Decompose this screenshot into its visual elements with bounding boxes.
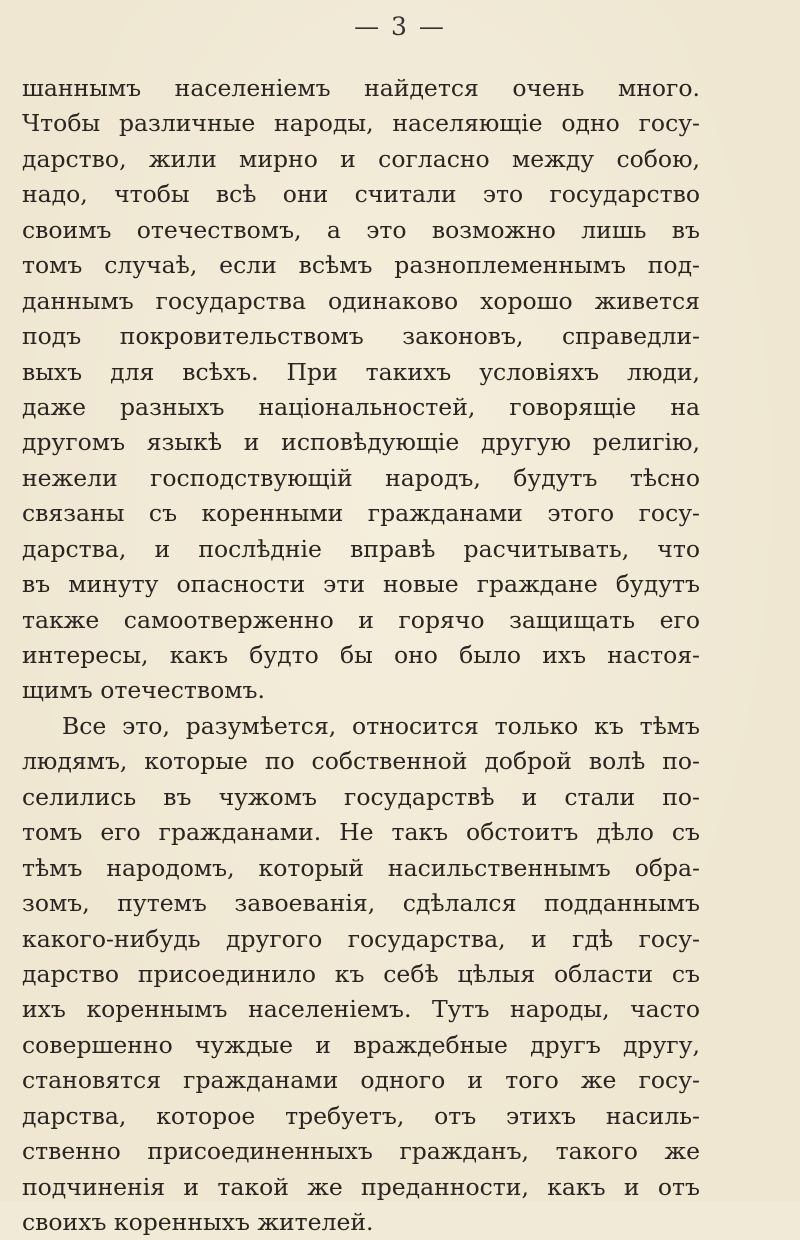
text-line: подъ покровительствомъ законовъ, справедли- [22,322,700,351]
text-line: томъ случаѣ, если всѣмъ разноплеменнымъ под- [22,251,700,280]
text-line: Все это, разумѣется, относится только къ тѣмъ [62,711,700,740]
text-line: нежели господствующій народъ, будутъ тѣсно [22,463,700,492]
text-line: тѣмъ народомъ, который насильственнымъ обра- [22,853,700,882]
text-line: совершенно чуждые и враждебные другъ другу, [22,1030,700,1059]
text-line: становятся гражданами одного и того же госу- [22,1066,700,1095]
text-line: щимъ отечествомъ. [22,676,265,705]
text-line: шаннымъ населеніемъ найдется очень много. [22,74,700,102]
text-line: интересы, какъ будто бы оно было ихъ настоя- [22,641,700,669]
text-line: дарства, и послѣдніе вправѣ расчитывать, что [22,534,700,563]
text-line: дарство, жили мирно и согласно между собою, [22,144,700,173]
text-line: своихъ коренныхъ жителей. [22,1208,374,1236]
text-line: зомъ, путемъ завоеванія, сдѣлался подданнымъ [22,889,700,918]
text-line: селились въ чужомъ государствѣ и стали по- [22,782,700,811]
text-line: людямъ, которые по собственной доброй волѣ по- [22,747,700,776]
paragraph-1 [22,71,700,709]
text-line: ихъ кореннымъ населеніемъ. Тутъ народы, часто [22,995,700,1024]
text-line: даже разныхъ національностей, говорящіе на [22,392,700,421]
text-line: даннымъ государства одинаково хорошо живется [22,286,700,315]
text-line: какого-нибудь другого государства, и гдѣ госу- [22,924,700,953]
text-line: ственно присоединенныхъ гражданъ, такого же [22,1137,700,1166]
text-line: въ минуту опасности эти новые граждане будутъ [22,570,700,599]
text-line: подчиненія и такой же преданности, какъ и отъ [22,1172,700,1201]
page-number: — 3 — [354,12,446,41]
text-line: своимъ отечествомъ, а это возможно лишь въ [22,215,700,244]
paragraph-2 [22,709,700,1240]
text-line: Чтобы различные народы, населяющіе одно госу- [22,109,700,138]
text-line: выхъ для всѣхъ. При такихъ условіяхъ люди, [22,357,700,386]
text-line: другомъ языкѣ и исповѣдующіе другую религію, [22,428,700,457]
text-line: дарство присоединило къ себѣ цѣлыя области съ [22,959,700,988]
text-line: связаны съ коренными гражданами этого госу- [22,499,700,528]
text-line: дарства, которое требуетъ, отъ этихъ насиль- [22,1101,700,1130]
text-line: также самоотверженно и горячо защищать его [22,605,700,634]
text-line: надо, чтобы всѣ они считали это государство [22,180,700,209]
body-text [22,71,700,1240]
text-line: томъ его гражданами. Не такъ обстоитъ дѣло съ [22,818,700,847]
